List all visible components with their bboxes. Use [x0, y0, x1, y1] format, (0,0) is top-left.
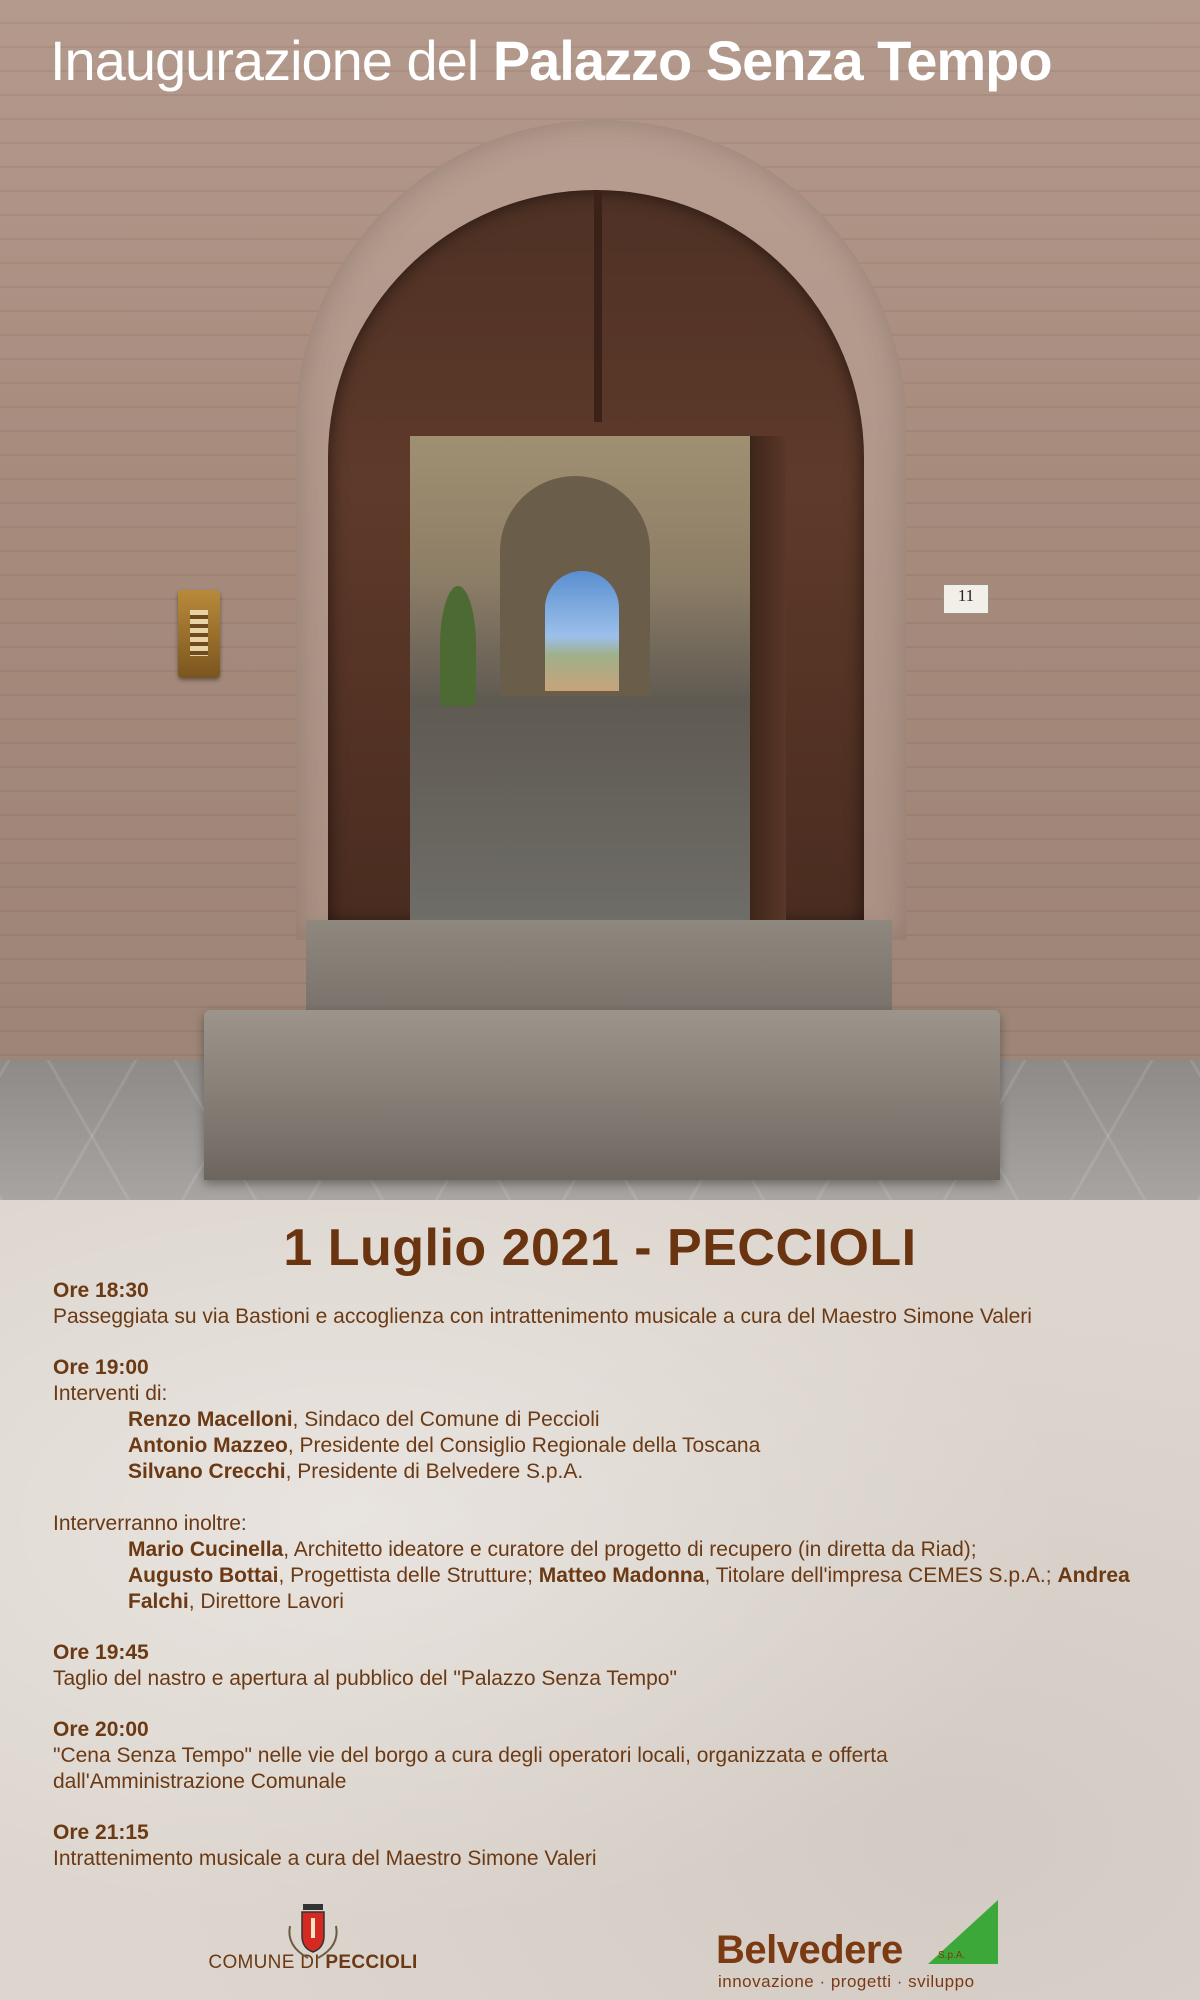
speaker-name: Matteo Madonna	[538, 1564, 705, 1587]
page-title	[50, 28, 1170, 93]
slot-intro-2: Interverranno inoltre:	[53, 1512, 247, 1535]
speaker-role: , Presidente di Belvedere S.p.A.	[285, 1460, 584, 1483]
program	[53, 1278, 1153, 1897]
potted-plant	[440, 586, 476, 706]
comune-name: PECCIOLI	[325, 1952, 418, 1973]
title-bold: Palazzo Senza Tempo	[492, 29, 1052, 92]
event-date: 1 Luglio 2021 - PECCIOLI	[283, 1219, 917, 1277]
speaker-name: Mario Cucinella	[128, 1538, 284, 1561]
slot-time: Ore 19:00	[53, 1356, 149, 1379]
event-info	[0, 1200, 1200, 2000]
belvedere-tagline: innovazione · progetti · sviluppo	[718, 1972, 975, 1991]
program-slot	[53, 1640, 1153, 1692]
courtyard-view	[410, 436, 786, 920]
title-light: Inaugurazione del	[50, 29, 479, 92]
slot-text: "Cena Senza Tempo" nelle vie del borgo a cura degli operatori locali, organizzata e offerta dall'Amministrazione Comunale	[53, 1744, 888, 1793]
crest-icon	[293, 1896, 333, 1946]
speaker-role: , Presidente del Consiglio Regionale della Toscana	[287, 1434, 761, 1457]
open-door-leaf	[750, 436, 786, 920]
belvedere-logo	[716, 1900, 996, 1990]
speaker-name: Augusto Bottai	[128, 1564, 279, 1587]
upper-step	[306, 920, 892, 1010]
speaker-name: Silvano Crecchi	[128, 1460, 286, 1483]
sky-view	[545, 571, 619, 691]
program-slot	[53, 1278, 1153, 1330]
slot-time: Ore 18:30	[53, 1279, 149, 1302]
intercom-icon	[178, 590, 220, 678]
speaker-role: , Progettista delle Strutture;	[278, 1564, 539, 1587]
speaker-role: , Titolare dell'impresa CEMES S.p.A.;	[704, 1564, 1058, 1587]
other-speakers	[53, 1537, 1153, 1615]
slot-text: Taglio del nastro e apertura al pubblico del "Palazzo Senza Tempo"	[53, 1667, 677, 1690]
slot-time: Ore 20:00	[53, 1718, 149, 1741]
program-slot	[53, 1717, 1153, 1795]
speaker-line	[53, 1433, 1153, 1459]
speaker-name: Renzo Macelloni	[128, 1408, 293, 1431]
slot-time: Ore 21:15	[53, 1821, 149, 1844]
speaker-line	[53, 1459, 1153, 1485]
program-slot	[53, 1820, 1153, 1872]
speaker-role: , Direttore Lavori	[188, 1590, 344, 1613]
slot-intro: Interventi di:	[53, 1382, 168, 1405]
lower-step	[204, 1010, 1000, 1180]
speaker-name: Antonio Mazzeo	[128, 1434, 288, 1457]
belvedere-spa: S.p.A.	[938, 1950, 966, 1961]
speaker-name: Andrea Falchi	[128, 1564, 1130, 1613]
slot-text: Passeggiata su via Bastioni e accoglienza con intrattenimento musicale a cura del Maestro Simone Valeri	[53, 1305, 1032, 1328]
belvedere-name: Belvedere	[716, 1928, 903, 1972]
comune-prefix: COMUNE DI	[208, 1952, 326, 1973]
slot-time: Ore 19:45	[53, 1641, 149, 1664]
house-number-plate: 11	[943, 584, 989, 614]
speaker-role: , Architetto ideatore e curatore del progetto di recupero (in diretta da Riad);	[283, 1538, 977, 1561]
slot-text: Intrattenimento musicale a cura del Maestro Simone Valeri	[53, 1847, 597, 1870]
speaker-line	[53, 1407, 1153, 1433]
program-slot	[53, 1355, 1153, 1615]
door-divider	[594, 192, 602, 422]
comune-logo	[208, 1896, 418, 1996]
speaker-role: , Sindaco del Comune di Peccioli	[292, 1408, 600, 1431]
